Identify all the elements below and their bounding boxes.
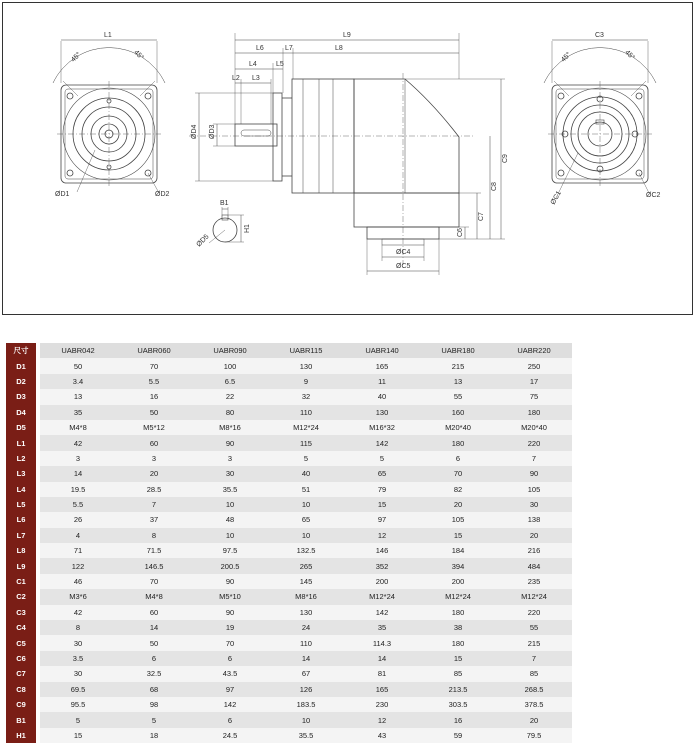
- value-cell: 90: [192, 605, 268, 620]
- value-cell: 7: [496, 651, 572, 666]
- value-cell: 122: [40, 558, 116, 573]
- value-cell: 17: [496, 374, 572, 389]
- model-header-cell: UABR042: [40, 343, 116, 358]
- value-cell: 114.3: [344, 635, 420, 650]
- table-row: [6, 728, 572, 743]
- row-label-cell: C3: [6, 605, 36, 620]
- shaft-section-detail: [195, 200, 251, 248]
- row-label-cell: L2: [6, 451, 36, 466]
- value-cell: 24.5: [192, 728, 268, 743]
- right-flange-view: [544, 32, 661, 206]
- row-label-cell: L6: [6, 512, 36, 527]
- value-cell: 13: [420, 374, 496, 389]
- value-cell: 30: [496, 497, 572, 512]
- value-cell: M20*40: [420, 420, 496, 435]
- value-cell: 10: [268, 712, 344, 727]
- row-label-cell: C9: [6, 697, 36, 712]
- table-row: [6, 374, 572, 389]
- value-cell: 14: [268, 651, 344, 666]
- row-label-cell: D1: [6, 358, 36, 373]
- value-cell: 3.4: [40, 374, 116, 389]
- dim-angle-right-label: 45°: [132, 49, 145, 62]
- value-cell: 32.5: [116, 666, 192, 681]
- table-row: [6, 451, 572, 466]
- dim-d4-label: ØD4: [191, 124, 198, 139]
- value-cell: 37: [116, 512, 192, 527]
- value-cell: 220: [496, 435, 572, 450]
- table-row: [6, 466, 572, 481]
- value-cell: 14: [40, 466, 116, 481]
- table-row: [6, 482, 572, 497]
- value-cell: 6.5: [192, 374, 268, 389]
- dim-l5-label: L5: [276, 61, 284, 68]
- value-cell: 216: [496, 543, 572, 558]
- value-cell: 30: [40, 635, 116, 650]
- value-cell: M4*8: [116, 589, 192, 604]
- value-cell: 132.5: [268, 543, 344, 558]
- value-cell: 180: [496, 405, 572, 420]
- value-cell: 95.5: [40, 697, 116, 712]
- value-cell: 15: [40, 728, 116, 743]
- dim-l9-label: L9: [343, 32, 351, 39]
- value-cell: M5*12: [116, 420, 192, 435]
- value-cell: 10: [268, 497, 344, 512]
- value-cell: 97: [192, 682, 268, 697]
- value-cell: 40: [344, 389, 420, 404]
- value-cell: 68: [116, 682, 192, 697]
- value-cell: 79.5: [496, 728, 572, 743]
- row-label-cell: C7: [6, 666, 36, 681]
- value-cell: 484: [496, 558, 572, 573]
- value-cell: 10: [192, 528, 268, 543]
- value-cell: 138: [496, 512, 572, 527]
- value-cell: 110: [268, 635, 344, 650]
- value-cell: 9: [268, 374, 344, 389]
- dim-d2-label: ØD2: [155, 191, 170, 198]
- table-row: [6, 389, 572, 404]
- model-header-cell: UABR140: [344, 343, 420, 358]
- dimension-table: [6, 343, 572, 743]
- value-cell: 5: [40, 712, 116, 727]
- value-cell: 8: [116, 528, 192, 543]
- row-label-cell: C1: [6, 574, 36, 589]
- dim-angle-left-label: 45°: [70, 51, 83, 64]
- value-cell: 394: [420, 558, 496, 573]
- model-header-cell: UABR090: [192, 343, 268, 358]
- model-header-cell: UABR180: [420, 343, 496, 358]
- value-cell: 20: [496, 712, 572, 727]
- dim-c6-label: C6: [457, 228, 464, 237]
- row-label-cell: C5: [6, 635, 36, 650]
- row-label-cell: L3: [6, 466, 36, 481]
- table-row: [6, 543, 572, 558]
- value-cell: 59: [420, 728, 496, 743]
- dim-l2-label: L2: [232, 75, 240, 82]
- value-cell: 22: [192, 389, 268, 404]
- side-view: [189, 32, 509, 275]
- value-cell: 65: [344, 466, 420, 481]
- value-cell: 18: [116, 728, 192, 743]
- table-corner-cell: 尺寸: [6, 343, 36, 358]
- value-cell: 98: [116, 697, 192, 712]
- value-cell: 180: [420, 435, 496, 450]
- value-cell: 165: [344, 682, 420, 697]
- model-header-cell: UABR115: [268, 343, 344, 358]
- dim-h1-label: H1: [244, 224, 251, 233]
- value-cell: 42: [40, 435, 116, 450]
- value-cell: 105: [420, 512, 496, 527]
- value-cell: 4: [40, 528, 116, 543]
- value-cell: 12: [344, 712, 420, 727]
- value-cell: 35.5: [192, 482, 268, 497]
- value-cell: 85: [496, 666, 572, 681]
- value-cell: 200: [344, 574, 420, 589]
- value-cell: M3*6: [40, 589, 116, 604]
- value-cell: 15: [420, 651, 496, 666]
- value-cell: 90: [496, 466, 572, 481]
- model-header-cell: UABR220: [496, 343, 572, 358]
- value-cell: 20: [420, 497, 496, 512]
- value-cell: 268.5: [496, 682, 572, 697]
- value-cell: 55: [496, 620, 572, 635]
- value-cell: 16: [116, 389, 192, 404]
- left-flange-view: [53, 32, 170, 198]
- dim-angle-right-label-right-view: 45°: [623, 49, 636, 62]
- value-cell: 79: [344, 482, 420, 497]
- value-cell: 19: [192, 620, 268, 635]
- row-label-cell: C8: [6, 682, 36, 697]
- value-cell: 303.5: [420, 697, 496, 712]
- value-cell: 30: [192, 466, 268, 481]
- row-label-cell: H1: [6, 728, 36, 743]
- value-cell: 130: [268, 358, 344, 373]
- value-cell: 50: [116, 635, 192, 650]
- dim-l8-label: L8: [335, 45, 343, 52]
- value-cell: 90: [192, 435, 268, 450]
- row-label-cell: D5: [6, 420, 36, 435]
- value-cell: 235: [496, 574, 572, 589]
- value-cell: 3: [192, 451, 268, 466]
- value-cell: 6: [420, 451, 496, 466]
- value-cell: 67: [268, 666, 344, 681]
- dim-c4-label: ØC4: [396, 249, 411, 256]
- value-cell: 97: [344, 512, 420, 527]
- dim-c9-label: C9: [502, 154, 509, 163]
- value-cell: 110: [268, 405, 344, 420]
- value-cell: 265: [268, 558, 344, 573]
- value-cell: 130: [344, 405, 420, 420]
- table-row: [6, 405, 572, 420]
- row-label-cell: D4: [6, 405, 36, 420]
- value-cell: 85: [420, 666, 496, 681]
- value-cell: 90: [192, 574, 268, 589]
- value-cell: 82: [420, 482, 496, 497]
- dim-c7-label: C7: [478, 212, 485, 221]
- value-cell: 70: [116, 574, 192, 589]
- row-label-cell: C2: [6, 589, 36, 604]
- table-row: [6, 497, 572, 512]
- row-label-cell: L1: [6, 435, 36, 450]
- value-cell: 378.5: [496, 697, 572, 712]
- value-cell: 352: [344, 558, 420, 573]
- value-cell: 6: [116, 651, 192, 666]
- table-row: [6, 574, 572, 589]
- value-cell: M12*24: [496, 589, 572, 604]
- value-cell: 97.5: [192, 543, 268, 558]
- dim-l6-label: L6: [256, 45, 264, 52]
- value-cell: 146: [344, 543, 420, 558]
- value-cell: 7: [496, 451, 572, 466]
- table-row: [6, 682, 572, 697]
- value-cell: M4*8: [40, 420, 116, 435]
- model-header-cell: UABR060: [116, 343, 192, 358]
- table-row: [6, 435, 572, 450]
- value-cell: M20*40: [496, 420, 572, 435]
- value-cell: 100: [192, 358, 268, 373]
- table-row: [6, 589, 572, 604]
- table-row: [6, 697, 572, 712]
- value-cell: 6: [192, 651, 268, 666]
- value-cell: 184: [420, 543, 496, 558]
- dim-l4-label: L4: [249, 61, 257, 68]
- value-cell: 65: [268, 512, 344, 527]
- row-label-cell: L4: [6, 482, 36, 497]
- value-cell: 16: [420, 712, 496, 727]
- row-label-cell: L7: [6, 528, 36, 543]
- value-cell: 19.5: [40, 482, 116, 497]
- value-cell: M8*16: [192, 420, 268, 435]
- value-cell: 3: [40, 451, 116, 466]
- value-cell: 220: [496, 605, 572, 620]
- value-cell: 126: [268, 682, 344, 697]
- value-cell: 30: [40, 666, 116, 681]
- value-cell: 35: [40, 405, 116, 420]
- value-cell: M12*24: [268, 420, 344, 435]
- dim-c2-label: ØC2: [646, 192, 661, 199]
- table-row: [6, 528, 572, 543]
- value-cell: 165: [344, 358, 420, 373]
- value-cell: 35: [344, 620, 420, 635]
- value-cell: 60: [116, 605, 192, 620]
- dim-c8-label: C8: [491, 182, 498, 191]
- value-cell: M5*10: [192, 589, 268, 604]
- dim-c1-label: ØC1: [549, 190, 563, 206]
- value-cell: 43.5: [192, 666, 268, 681]
- value-cell: 26: [40, 512, 116, 527]
- dim-d3-label: ØD3: [209, 124, 216, 139]
- value-cell: 130: [268, 605, 344, 620]
- value-cell: 50: [40, 358, 116, 373]
- dim-l3-label: L3: [252, 75, 260, 82]
- value-cell: 13: [40, 389, 116, 404]
- value-cell: 43: [344, 728, 420, 743]
- table-row: [6, 651, 572, 666]
- value-cell: 51: [268, 482, 344, 497]
- value-cell: 70: [116, 358, 192, 373]
- value-cell: 183.5: [268, 697, 344, 712]
- value-cell: 5: [116, 712, 192, 727]
- value-cell: 35.5: [268, 728, 344, 743]
- value-cell: 142: [344, 435, 420, 450]
- value-cell: 20: [496, 528, 572, 543]
- value-cell: 105: [496, 482, 572, 497]
- value-cell: 160: [420, 405, 496, 420]
- value-cell: 146.5: [116, 558, 192, 573]
- value-cell: 142: [344, 605, 420, 620]
- table-header-row: [6, 343, 572, 358]
- table-row: [6, 512, 572, 527]
- value-cell: 71: [40, 543, 116, 558]
- value-cell: 7: [116, 497, 192, 512]
- dim-d1-label: ØD1: [55, 191, 70, 198]
- value-cell: 20: [116, 466, 192, 481]
- value-cell: 5.5: [40, 497, 116, 512]
- value-cell: 6: [192, 712, 268, 727]
- value-cell: 5: [268, 451, 344, 466]
- value-cell: 80: [192, 405, 268, 420]
- value-cell: 200: [420, 574, 496, 589]
- value-cell: M8*16: [268, 589, 344, 604]
- value-cell: 12: [344, 528, 420, 543]
- row-label-cell: C6: [6, 651, 36, 666]
- value-cell: 32: [268, 389, 344, 404]
- table-row: [6, 420, 572, 435]
- technical-drawing: [2, 2, 693, 315]
- value-cell: 15: [420, 528, 496, 543]
- value-cell: 38: [420, 620, 496, 635]
- row-label-cell: L5: [6, 497, 36, 512]
- value-cell: 10: [268, 528, 344, 543]
- dim-c3-label: C3: [595, 32, 604, 39]
- value-cell: 180: [420, 605, 496, 620]
- value-cell: 70: [192, 635, 268, 650]
- value-cell: 180: [420, 635, 496, 650]
- row-label-cell: C4: [6, 620, 36, 635]
- value-cell: 200.5: [192, 558, 268, 573]
- value-cell: 75: [496, 389, 572, 404]
- value-cell: 55: [420, 389, 496, 404]
- table-row: [6, 666, 572, 681]
- table-row: [6, 635, 572, 650]
- dim-l7-label: L7: [285, 45, 293, 52]
- value-cell: 15: [344, 497, 420, 512]
- value-cell: 14: [344, 651, 420, 666]
- dim-c5-label: ØC5: [396, 263, 411, 270]
- value-cell: 28.5: [116, 482, 192, 497]
- value-cell: 60: [116, 435, 192, 450]
- value-cell: 215: [420, 358, 496, 373]
- row-label-cell: L9: [6, 558, 36, 573]
- value-cell: 5: [344, 451, 420, 466]
- row-label-cell: L8: [6, 543, 36, 558]
- value-cell: 142: [192, 697, 268, 712]
- value-cell: 50: [116, 405, 192, 420]
- value-cell: 3: [116, 451, 192, 466]
- table-row: [6, 358, 572, 373]
- table-row: [6, 712, 572, 727]
- value-cell: 10: [192, 497, 268, 512]
- value-cell: 213.5: [420, 682, 496, 697]
- table-row: [6, 558, 572, 573]
- table-row: [6, 605, 572, 620]
- value-cell: 42: [40, 605, 116, 620]
- value-cell: 14: [116, 620, 192, 635]
- value-cell: 46: [40, 574, 116, 589]
- value-cell: 230: [344, 697, 420, 712]
- value-cell: 40: [268, 466, 344, 481]
- value-cell: 115: [268, 435, 344, 450]
- dim-angle-left-label-right-view: 45°: [560, 51, 573, 64]
- value-cell: 48: [192, 512, 268, 527]
- value-cell: 215: [496, 635, 572, 650]
- dim-b1-label: B1: [220, 200, 229, 207]
- value-cell: 11: [344, 374, 420, 389]
- value-cell: M12*24: [420, 589, 496, 604]
- dim-l1-label: L1: [104, 32, 112, 39]
- value-cell: M16*32: [344, 420, 420, 435]
- value-cell: 8: [40, 620, 116, 635]
- value-cell: 70: [420, 466, 496, 481]
- value-cell: 81: [344, 666, 420, 681]
- value-cell: 5.5: [116, 374, 192, 389]
- value-cell: 69.5: [40, 682, 116, 697]
- value-cell: 250: [496, 358, 572, 373]
- value-cell: 24: [268, 620, 344, 635]
- row-label-cell: D3: [6, 389, 36, 404]
- row-label-cell: B1: [6, 712, 36, 727]
- value-cell: 3.5: [40, 651, 116, 666]
- value-cell: 71.5: [116, 543, 192, 558]
- value-cell: M12*24: [344, 589, 420, 604]
- table-row: [6, 620, 572, 635]
- dim-d5-label: ØD5: [195, 233, 211, 249]
- row-label-cell: D2: [6, 374, 36, 389]
- value-cell: 145: [268, 574, 344, 589]
